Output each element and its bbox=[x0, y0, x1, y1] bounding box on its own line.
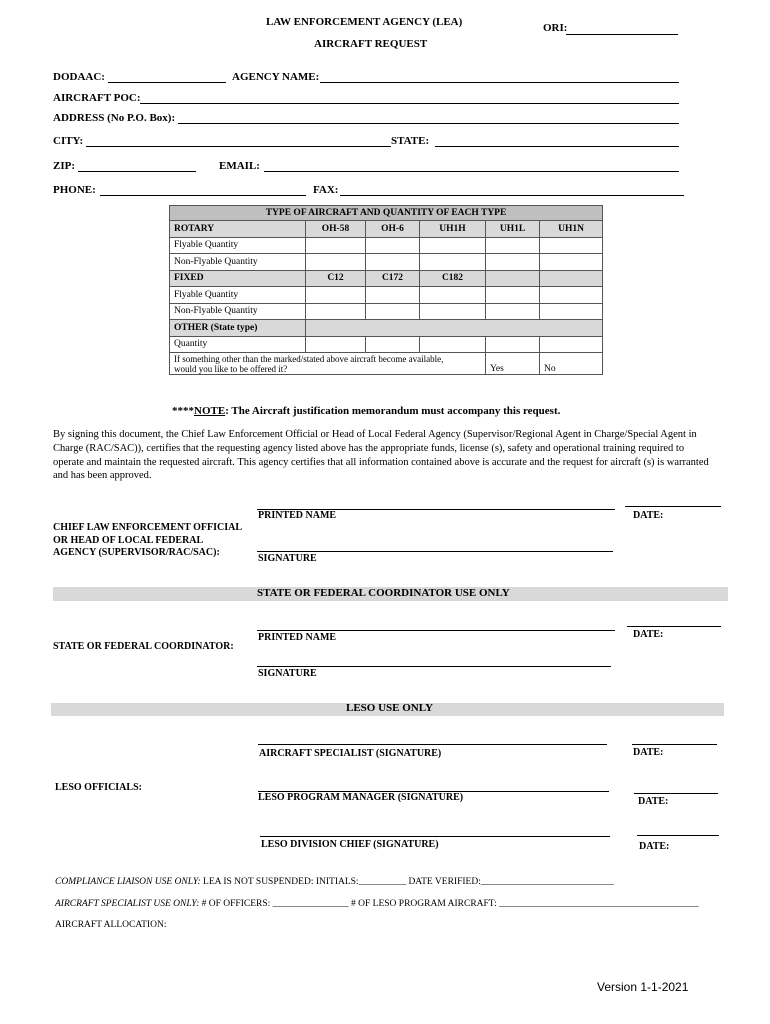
qty-cell[interactable] bbox=[540, 237, 603, 254]
division-chief-date-label: DATE: bbox=[639, 841, 670, 852]
fax-field[interactable] bbox=[340, 195, 684, 196]
division-chief-signature-label: LESO DIVISION CHIEF (SIGNATURE) bbox=[261, 839, 439, 850]
specialist-signature-line[interactable] bbox=[258, 744, 607, 745]
chief-date-label: DATE: bbox=[633, 510, 664, 521]
email-label: EMAIL: bbox=[219, 160, 260, 172]
fixed-row bbox=[170, 270, 603, 287]
qty-cell[interactable] bbox=[486, 237, 540, 254]
row-label: Non-Flyable Quantity bbox=[170, 254, 306, 271]
specialist-date-line[interactable] bbox=[632, 744, 717, 745]
qty-cell[interactable] bbox=[420, 254, 486, 271]
email-field[interactable] bbox=[264, 171, 679, 172]
note: ****NOTE: The Aircraft justification memorandum must accompany this request. bbox=[172, 405, 561, 417]
ori-label: ORI: bbox=[543, 22, 568, 34]
agency-name-label: AGENCY NAME: bbox=[232, 71, 320, 83]
zip-label: ZIP: bbox=[53, 160, 75, 172]
aircraft-table bbox=[169, 205, 603, 375]
rotary-row bbox=[170, 221, 603, 238]
rotary-flyable-row bbox=[170, 237, 603, 254]
state-field[interactable] bbox=[435, 146, 679, 147]
address-field[interactable] bbox=[178, 123, 679, 124]
other-row bbox=[170, 320, 603, 337]
chief-label: CHIEF LAW ENFORCEMENT OFFICIAL OR HEAD OF LOCAL FEDERAL AGENCY (SUPERVISOR/RAC/SAC): bbox=[53, 522, 243, 558]
offer-question: If something other than the marked/stated above aircraft become available, would you like to be offered it? bbox=[170, 353, 486, 375]
coordinator-date-label: DATE: bbox=[633, 629, 664, 640]
manager-signature-label: LESO PROGRAM MANAGER (SIGNATURE) bbox=[258, 792, 464, 803]
coordinator-signature-line[interactable] bbox=[257, 666, 611, 667]
address-label: ADDRESS (No P.O. Box): bbox=[53, 112, 176, 124]
other-type-field[interactable] bbox=[306, 320, 603, 337]
qty-cell[interactable] bbox=[486, 254, 540, 271]
qty-cell[interactable] bbox=[306, 303, 366, 320]
phone-label: PHONE: bbox=[53, 184, 96, 196]
qty-cell[interactable] bbox=[420, 336, 486, 353]
fixed-flyable-row bbox=[170, 287, 603, 304]
type-oh58: OH-58 bbox=[306, 221, 366, 238]
chief-signature-line[interactable] bbox=[257, 551, 613, 552]
qty-cell[interactable] bbox=[366, 303, 420, 320]
leso-section-title: LESO USE ONLY bbox=[346, 702, 434, 714]
qty-cell[interactable] bbox=[420, 237, 486, 254]
coordinator-date-line[interactable] bbox=[627, 626, 721, 627]
type-uh1h: UH1H bbox=[420, 221, 486, 238]
qty-cell[interactable] bbox=[366, 254, 420, 271]
version-label: Version 1-1-2021 bbox=[597, 980, 689, 994]
type-c12: C12 bbox=[306, 270, 366, 287]
qty-cell[interactable] bbox=[420, 287, 486, 304]
city-field[interactable] bbox=[86, 146, 391, 147]
division-chief-date-line[interactable] bbox=[637, 835, 719, 836]
leso-officials-label: LESO OFFICIALS: bbox=[55, 782, 142, 793]
qty-cell[interactable] bbox=[420, 303, 486, 320]
aircraft-poc-field[interactable] bbox=[140, 103, 679, 104]
zip-field[interactable] bbox=[78, 171, 196, 172]
dodaac-field[interactable] bbox=[108, 82, 226, 83]
other-quantity-row bbox=[170, 336, 603, 353]
coordinator-label: STATE OR FEDERAL COORDINATOR: bbox=[53, 641, 234, 652]
division-chief-signature-line[interactable] bbox=[260, 836, 610, 837]
dodaac-label: DODAAC: bbox=[53, 71, 105, 83]
type-uh1l: UH1L bbox=[486, 221, 540, 238]
qty-cell[interactable] bbox=[366, 237, 420, 254]
form-subtitle: AIRCRAFT REQUEST bbox=[314, 38, 428, 50]
chief-signature-label: SIGNATURE bbox=[258, 553, 317, 564]
specialist-date-label: DATE: bbox=[633, 747, 664, 758]
compliance-line: COMPLIANCE LIAISON USE ONLY: LEA IS NOT SUSPENDED: INITIALS:__________ DATE VERIFIED:____________________________ bbox=[55, 877, 614, 887]
table-header: TYPE OF AIRCRAFT AND QUANTITY OF EACH TYPE bbox=[170, 206, 603, 221]
agency-name-field[interactable] bbox=[320, 82, 679, 83]
fixed-nonflyable-row bbox=[170, 303, 603, 320]
state-label: STATE: bbox=[391, 135, 430, 147]
rotary-label: ROTARY bbox=[170, 221, 306, 238]
city-label: CITY: bbox=[53, 135, 84, 147]
qty-cell[interactable] bbox=[306, 254, 366, 271]
form-title: LAW ENFORCEMENT AGENCY (LEA) bbox=[266, 16, 463, 28]
type-c172: C172 bbox=[366, 270, 420, 287]
coordinator-section-title: STATE OR FEDERAL COORDINATOR USE ONLY bbox=[257, 587, 510, 599]
coordinator-printed-name-label: PRINTED NAME bbox=[258, 632, 337, 643]
row-label: Flyable Quantity bbox=[170, 237, 306, 254]
phone-field[interactable] bbox=[100, 195, 306, 196]
yes-option[interactable]: Yes bbox=[486, 353, 540, 375]
qty-cell[interactable] bbox=[540, 254, 603, 271]
fixed-label: FIXED bbox=[170, 270, 306, 287]
qty-cell[interactable] bbox=[486, 336, 540, 353]
row-label: Flyable Quantity bbox=[170, 287, 306, 304]
certification-text: By signing this document, the Chief Law Enforcement Official or Head of Local Federal Agency (Supervisor/Regional Agent in Charge/Special Agent in Charge (RAC/SAC)), certifies that the requesting agency listed above has the appropriate funds, license (s), safety and operational training required to operate and maintain the requested aircraft. This agency certifies that all information contained above is accurate and the request for aircraft (s) is warranted and has been approved. bbox=[53, 429, 709, 482]
no-option[interactable]: No bbox=[540, 353, 603, 375]
qty-cell[interactable] bbox=[540, 336, 603, 353]
chief-date-line[interactable] bbox=[625, 506, 721, 507]
coordinator-signature-label: SIGNATURE bbox=[258, 668, 317, 679]
specialist-signature-label: AIRCRAFT SPECIALIST (SIGNATURE) bbox=[259, 748, 442, 759]
other-label: OTHER (State type) bbox=[170, 320, 306, 337]
specialist-use-line: AIRCRAFT SPECIALIST USE ONLY: # OF OFFICERS: ________________ # OF LESO PROGRAM AIRCRAFT: __________________________________________ bbox=[55, 899, 699, 909]
manager-date-line[interactable] bbox=[634, 793, 718, 794]
type-c182: C182 bbox=[420, 270, 486, 287]
row-label: Quantity bbox=[170, 336, 306, 353]
offer-row bbox=[170, 353, 603, 375]
type-oh6: OH-6 bbox=[366, 221, 420, 238]
ori-field[interactable] bbox=[566, 34, 678, 35]
qty-cell[interactable] bbox=[366, 287, 420, 304]
manager-date-label: DATE: bbox=[638, 796, 669, 807]
qty-cell[interactable] bbox=[306, 237, 366, 254]
row-label: Non-Flyable Quantity bbox=[170, 303, 306, 320]
rotary-nonflyable-row bbox=[170, 254, 603, 271]
type-uh1n: UH1N bbox=[540, 221, 603, 238]
aircraft-poc-label: AIRCRAFT POC: bbox=[53, 92, 141, 104]
fax-label: FAX: bbox=[313, 184, 339, 196]
aircraft-allocation-label: AIRCRAFT ALLOCATION: bbox=[55, 920, 167, 930]
table-header-row bbox=[170, 206, 603, 221]
qty-cell[interactable] bbox=[306, 336, 366, 353]
qty-cell[interactable] bbox=[366, 336, 420, 353]
coordinator-printed-name-line[interactable] bbox=[257, 630, 615, 631]
chief-printed-name-label: PRINTED NAME bbox=[258, 510, 337, 521]
qty-cell[interactable] bbox=[306, 287, 366, 304]
